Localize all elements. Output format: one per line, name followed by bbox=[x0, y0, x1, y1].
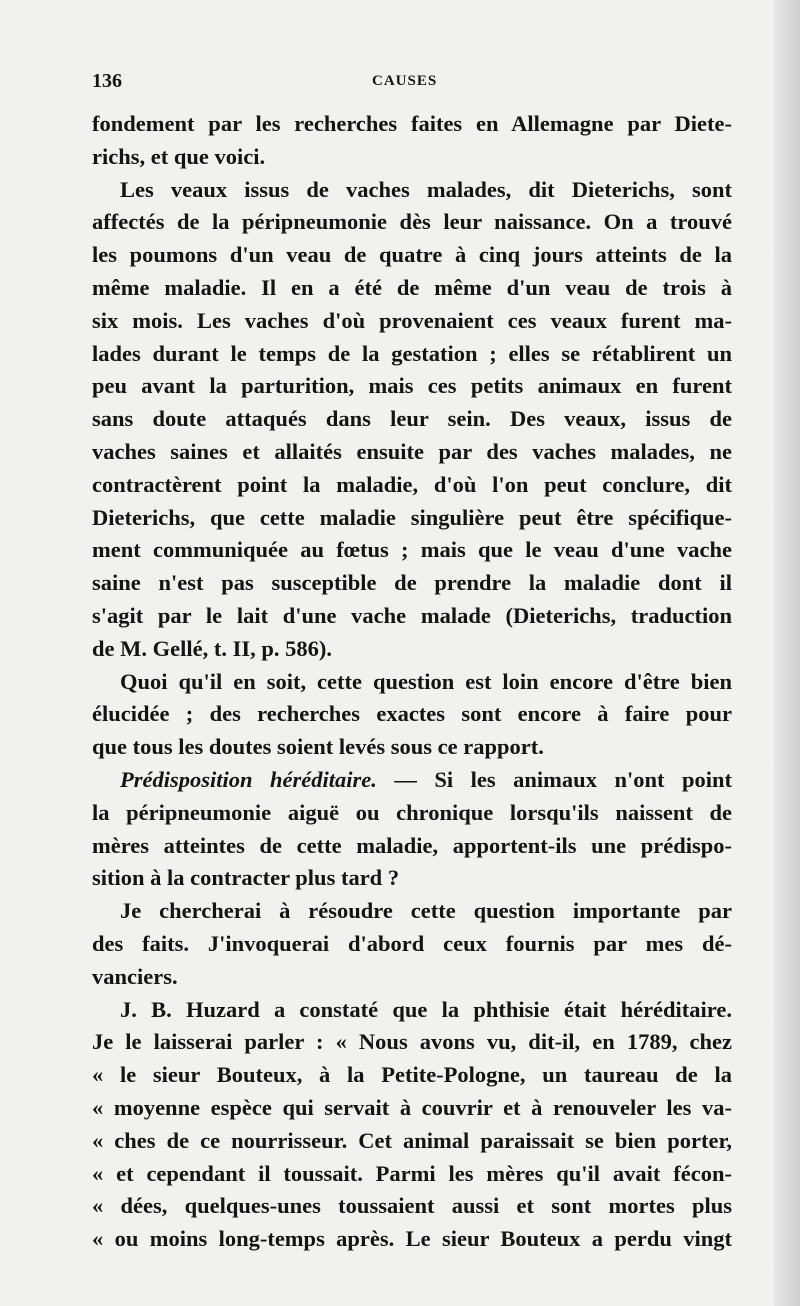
text-line: « moyenne espèce qui servait à couvrir et à renouveler les va- bbox=[92, 1094, 732, 1120]
text-line: Les veaux issus de vaches malades, dit Dieterichs, sont bbox=[120, 176, 732, 202]
text-line: la péripneumonie aiguë ou chronique lorsqu'ils naissent de bbox=[92, 799, 732, 825]
text-line: sans doute attaqués dans leur sein. Des veaux, issus de bbox=[92, 406, 732, 432]
text-line: lades durant le temps de la gestation ; elles se rétablirent un bbox=[92, 340, 732, 366]
text-line: Je chercherai à résoudre cette question importante par bbox=[120, 898, 732, 924]
page-edge-shadow bbox=[774, 0, 800, 1306]
text-line: « et cependant il toussait. Parmi les mères qu'il avait fécon- bbox=[92, 1160, 732, 1186]
line-text: — Si les animaux n'ont point bbox=[376, 766, 732, 792]
text-line: saine n'est pas susceptible de prendre la maladie dont il bbox=[92, 570, 732, 596]
text-line: Je le laisserai parler : « Nous avons vu, dit-il, en 1789, chez bbox=[92, 1029, 732, 1055]
text-line: ment communiquée au fœtus ; mais que le veau d'une vache bbox=[92, 537, 732, 563]
page-header bbox=[92, 70, 732, 100]
text-line: sition à la contracter plus tard ? bbox=[92, 865, 400, 891]
text-line: « ches de ce nourrisseur. Cet animal paraissait se bien porter, bbox=[92, 1127, 732, 1153]
text-line: vaches saines et allaités ensuite par des vaches malades, ne bbox=[92, 438, 732, 464]
body-text bbox=[92, 108, 732, 1256]
text-line: « dées, quelques-unes toussaient aussi et sont mortes plus bbox=[92, 1193, 732, 1219]
text-line: mères atteintes de cette maladie, apportent-ils une prédispo- bbox=[92, 832, 732, 858]
text-line: s'agit par le lait d'une vache malade (Dieterichs, traduction bbox=[92, 602, 732, 628]
text-line bbox=[92, 764, 732, 797]
text-line: affectés de la péripneumonie dès leur naissance. On a trouvé bbox=[92, 209, 732, 235]
text-line: de M. Gellé, t. II, p. 586). bbox=[92, 635, 332, 661]
text-line: des faits. J'invoquerai d'abord ceux fournis par mes dé- bbox=[92, 930, 732, 956]
text-line: que tous les doutes soient levés sous ce rapport. bbox=[92, 734, 544, 760]
italic-heading: Prédisposition héréditaire. bbox=[120, 766, 377, 792]
text-line: peu avant la parturition, mais ces petits animaux en furent bbox=[92, 373, 732, 399]
text-line: les poumons d'un veau de quatre à cinq jours atteints de la bbox=[92, 242, 732, 268]
text-line: « ou moins long-temps après. Le sieur Bouteux a perdu vingt bbox=[92, 1226, 732, 1252]
text-line: vanciers. bbox=[92, 963, 178, 989]
text-line: « le sieur Bouteux, à la Petite-Pologne, un taureau de la bbox=[92, 1062, 732, 1088]
text-line: Dieterichs, que cette maladie singulière peut être spécifique- bbox=[92, 504, 732, 530]
text-line: J. B. Huzard a constaté que la phthisie était héréditaire. bbox=[120, 996, 732, 1022]
text-line: Quoi qu'il en soit, cette question est loin encore d'être bien bbox=[120, 668, 732, 694]
text-line: six mois. Les vaches d'où provenaient ces veaux furent ma- bbox=[92, 307, 732, 333]
running-head: CAUSES bbox=[372, 73, 438, 89]
page-number: 136 bbox=[92, 70, 122, 92]
text-line: même maladie. Il en a été de même d'un veau de trois à bbox=[92, 274, 732, 300]
text-line: élucidée ; des recherches exactes sont encore à faire pour bbox=[92, 701, 732, 727]
text-line: fondement par les recherches faites en Allemagne par Diete- bbox=[92, 111, 732, 136]
text-line: contractèrent point la maladie, d'où l'on peut conclure, dit bbox=[92, 471, 732, 497]
text-line: richs, et que voici. bbox=[92, 143, 266, 169]
